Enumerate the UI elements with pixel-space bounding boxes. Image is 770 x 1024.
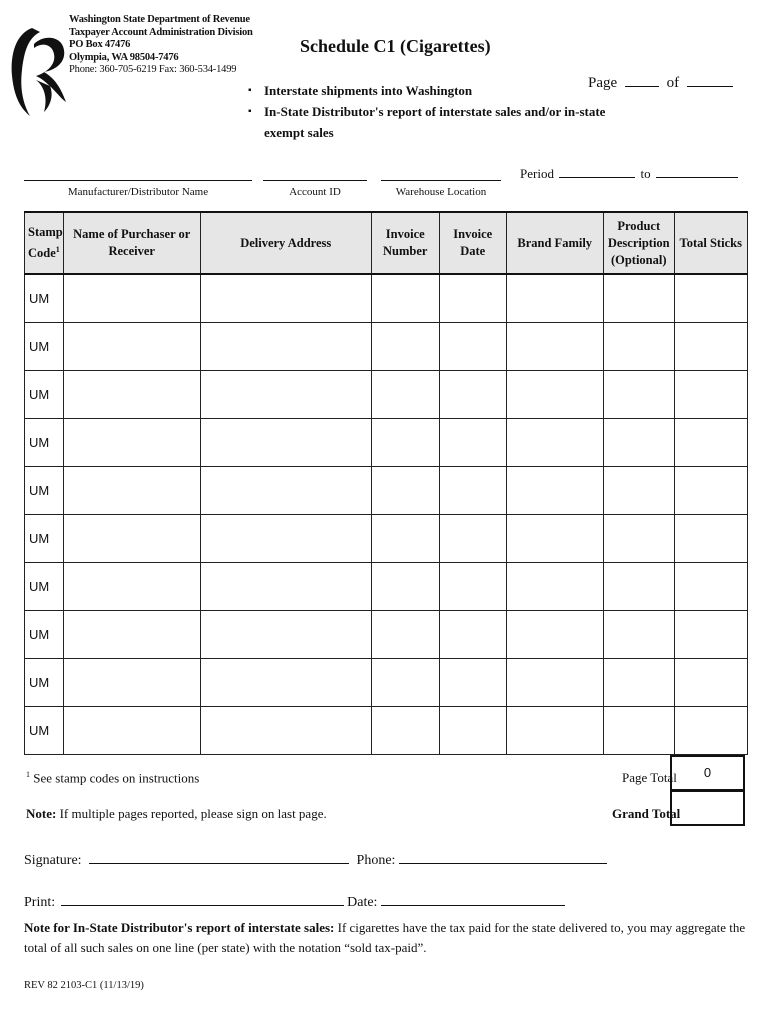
table-cell[interactable]	[506, 419, 603, 467]
table-row	[25, 371, 748, 419]
table-cell[interactable]	[200, 323, 371, 371]
stamp-code-cell[interactable]: UM	[25, 707, 64, 755]
footnote: $^1$ See stamp codes on instructions	[26, 770, 200, 786]
stamp-code-cell[interactable]: UM	[25, 467, 64, 515]
table-cell[interactable]	[674, 323, 747, 371]
period-label: Period	[520, 166, 554, 181]
agency-pobox: PO Box 47476	[69, 39, 131, 50]
shipments-table	[24, 211, 748, 755]
table-cell[interactable]	[506, 563, 603, 611]
table-cell[interactable]	[506, 274, 603, 323]
table-cell[interactable]	[439, 274, 506, 323]
table-cell[interactable]	[63, 515, 200, 563]
table-cell[interactable]	[674, 707, 747, 755]
account-id-field[interactable]	[263, 180, 367, 181]
stamp-code-cell[interactable]: UM	[25, 611, 64, 659]
manufacturer-name-field[interactable]	[24, 180, 252, 181]
table-cell[interactable]	[200, 515, 371, 563]
table-row	[25, 274, 748, 323]
table-cell[interactable]	[439, 611, 506, 659]
table-cell[interactable]	[63, 707, 200, 755]
period-to-label: to	[640, 166, 651, 181]
table-cell[interactable]	[63, 563, 200, 611]
table-cell[interactable]	[603, 371, 674, 419]
purpose-list	[248, 80, 605, 143]
warehouse-location-field[interactable]	[381, 180, 501, 181]
table-cell[interactable]	[674, 515, 747, 563]
print-row	[24, 891, 565, 911]
table-cell[interactable]	[674, 659, 747, 707]
col-invoice-date: Invoice Date	[439, 212, 506, 274]
table-cell[interactable]	[674, 371, 747, 419]
col-delivery-address: Delivery Address	[200, 212, 371, 274]
date-label: Date:	[347, 895, 378, 910]
stamp-code-cell[interactable]: UM	[25, 371, 64, 419]
print-name-field[interactable]	[61, 891, 344, 906]
purpose-item: In-State Distributor's report of interstate sales and/or in-state	[264, 104, 606, 119]
table-cell[interactable]	[439, 659, 506, 707]
warehouse-location-label: Warehouse Location	[395, 186, 487, 198]
table-cell[interactable]	[674, 419, 747, 467]
period-end-field[interactable]	[656, 165, 738, 178]
account-id-label: Account ID	[289, 186, 341, 198]
stamp-code-cell[interactable]: UM	[25, 419, 64, 467]
table-cell[interactable]	[200, 707, 371, 755]
table-cell[interactable]	[439, 707, 506, 755]
bullet-icon: ▪	[248, 85, 252, 96]
signature-label: Signature:	[24, 853, 82, 868]
col-brand-family: Brand Family	[506, 212, 603, 274]
table-cell[interactable]	[200, 659, 371, 707]
bullet-icon: ▪	[248, 106, 252, 117]
table-cell[interactable]	[603, 611, 674, 659]
table-cell[interactable]	[200, 371, 371, 419]
instate-note: Note for In-State Distributor's report of interstate sales: If cigarettes have the tax paid for the state delivered to, you may aggregate the total of all such sales on one line (per state) with the notation “sold tax-paid”.	[24, 920, 746, 955]
table-row	[25, 419, 748, 467]
page-total-label: Page Total	[622, 770, 677, 785]
stamp-code-cell[interactable]: UM	[25, 274, 64, 323]
table-row	[25, 611, 748, 659]
table-cell[interactable]	[439, 467, 506, 515]
table-row	[25, 515, 748, 563]
col-invoice-number: Invoice Number	[371, 212, 439, 274]
table-row	[25, 563, 748, 611]
print-label: Print:	[24, 895, 56, 910]
table-cell[interactable]	[200, 274, 371, 323]
table-cell[interactable]	[603, 467, 674, 515]
table-cell[interactable]	[603, 659, 674, 707]
table-cell[interactable]	[506, 611, 603, 659]
table-cell[interactable]	[439, 371, 506, 419]
table-cell[interactable]	[439, 515, 506, 563]
table-cell[interactable]	[439, 323, 506, 371]
stamp-code-cell[interactable]: UM	[25, 515, 64, 563]
table-cell[interactable]	[603, 707, 674, 755]
table-cell[interactable]	[674, 274, 747, 323]
table-row	[25, 467, 748, 515]
sign-note: Note: If multiple pages reported, please sign on last page.	[26, 806, 327, 821]
phone-field[interactable]	[399, 849, 607, 864]
signature-row	[24, 849, 607, 869]
table-cell[interactable]	[603, 274, 674, 323]
table-cell[interactable]	[200, 467, 371, 515]
table-cell[interactable]	[603, 323, 674, 371]
page-total-field[interactable]: 0	[670, 755, 745, 791]
manufacturer-name-label: Manufacturer/Distributor Name	[67, 186, 209, 198]
page-title: Schedule C1 (Cigarettes)	[300, 36, 491, 56]
stamp-code-cell[interactable]: UM	[25, 323, 64, 371]
table-cell[interactable]	[603, 563, 674, 611]
form-revision: REV 82 2103-C1 (11/13/19)	[24, 980, 144, 991]
col-stamp-code: Stamp Code$^1$	[25, 212, 64, 274]
page-number-field[interactable]	[625, 74, 659, 87]
table-cell[interactable]	[371, 707, 439, 755]
col-total-sticks: Total Sticks	[674, 212, 747, 274]
table-cell[interactable]	[200, 419, 371, 467]
table-cell[interactable]	[63, 419, 200, 467]
table-cell[interactable]	[506, 323, 603, 371]
table-cell[interactable]	[371, 659, 439, 707]
agency-city: Olympia, WA 98504-7476	[69, 51, 179, 63]
table-cell[interactable]	[506, 371, 603, 419]
table-row	[25, 707, 748, 755]
grand-total-label: Grand Total	[612, 806, 681, 821]
agency-phone: Phone: 360-705-6219 Fax: 360-534-1499	[69, 64, 237, 75]
table-cell[interactable]	[674, 611, 747, 659]
table-cell[interactable]	[371, 371, 439, 419]
of-label: of	[666, 75, 680, 91]
table-cell[interactable]	[63, 467, 200, 515]
table-cell[interactable]	[371, 419, 439, 467]
table-cell[interactable]	[371, 563, 439, 611]
stamp-code-cell[interactable]: UM	[25, 659, 64, 707]
phone-label: Phone:	[356, 853, 396, 868]
purpose-item-continued: exempt sales	[264, 125, 334, 140]
table-cell[interactable]	[674, 563, 747, 611]
table-cell[interactable]	[506, 659, 603, 707]
table-cell[interactable]	[63, 371, 200, 419]
grand-total-field[interactable]	[670, 790, 745, 826]
period-start-field[interactable]	[559, 165, 635, 178]
table-cell[interactable]	[506, 467, 603, 515]
table-row	[25, 323, 748, 371]
table-cell[interactable]	[674, 467, 747, 515]
table-cell[interactable]	[439, 419, 506, 467]
table-cell[interactable]	[63, 274, 200, 323]
table-cell[interactable]	[200, 563, 371, 611]
page-label: Page	[588, 75, 618, 91]
table-cell[interactable]	[200, 611, 371, 659]
table-cell[interactable]	[371, 611, 439, 659]
agency-name: Washington State Department of Revenue	[69, 14, 250, 25]
table-row	[25, 659, 748, 707]
table-cell[interactable]	[371, 323, 439, 371]
table-cell[interactable]	[506, 707, 603, 755]
stamp-code-cell[interactable]: UM	[25, 563, 64, 611]
table-cell[interactable]	[371, 467, 439, 515]
table-cell[interactable]	[506, 515, 603, 563]
table-cell[interactable]	[603, 419, 674, 467]
signature-field[interactable]	[89, 849, 349, 864]
table-cell[interactable]	[371, 515, 439, 563]
period	[520, 165, 738, 182]
purpose-item: Interstate shipments into Washington	[264, 83, 473, 98]
dor-logo-icon	[10, 26, 68, 116]
agency-division: Taxpayer Account Administration Division	[69, 26, 253, 38]
agency-address	[69, 14, 253, 77]
table-cell[interactable]	[371, 274, 439, 323]
col-product-description: Product Description (Optional)	[603, 212, 674, 274]
table-cell[interactable]	[603, 515, 674, 563]
table-cell[interactable]	[63, 323, 200, 371]
table-cell[interactable]	[63, 611, 200, 659]
page-of	[588, 74, 733, 92]
table-header-row	[25, 212, 748, 274]
table-cell[interactable]	[439, 563, 506, 611]
date-field[interactable]	[381, 891, 565, 906]
page-count-field[interactable]	[687, 74, 733, 87]
col-purchaser: Name of Purchaser or Receiver	[63, 212, 200, 274]
table-cell[interactable]	[63, 659, 200, 707]
